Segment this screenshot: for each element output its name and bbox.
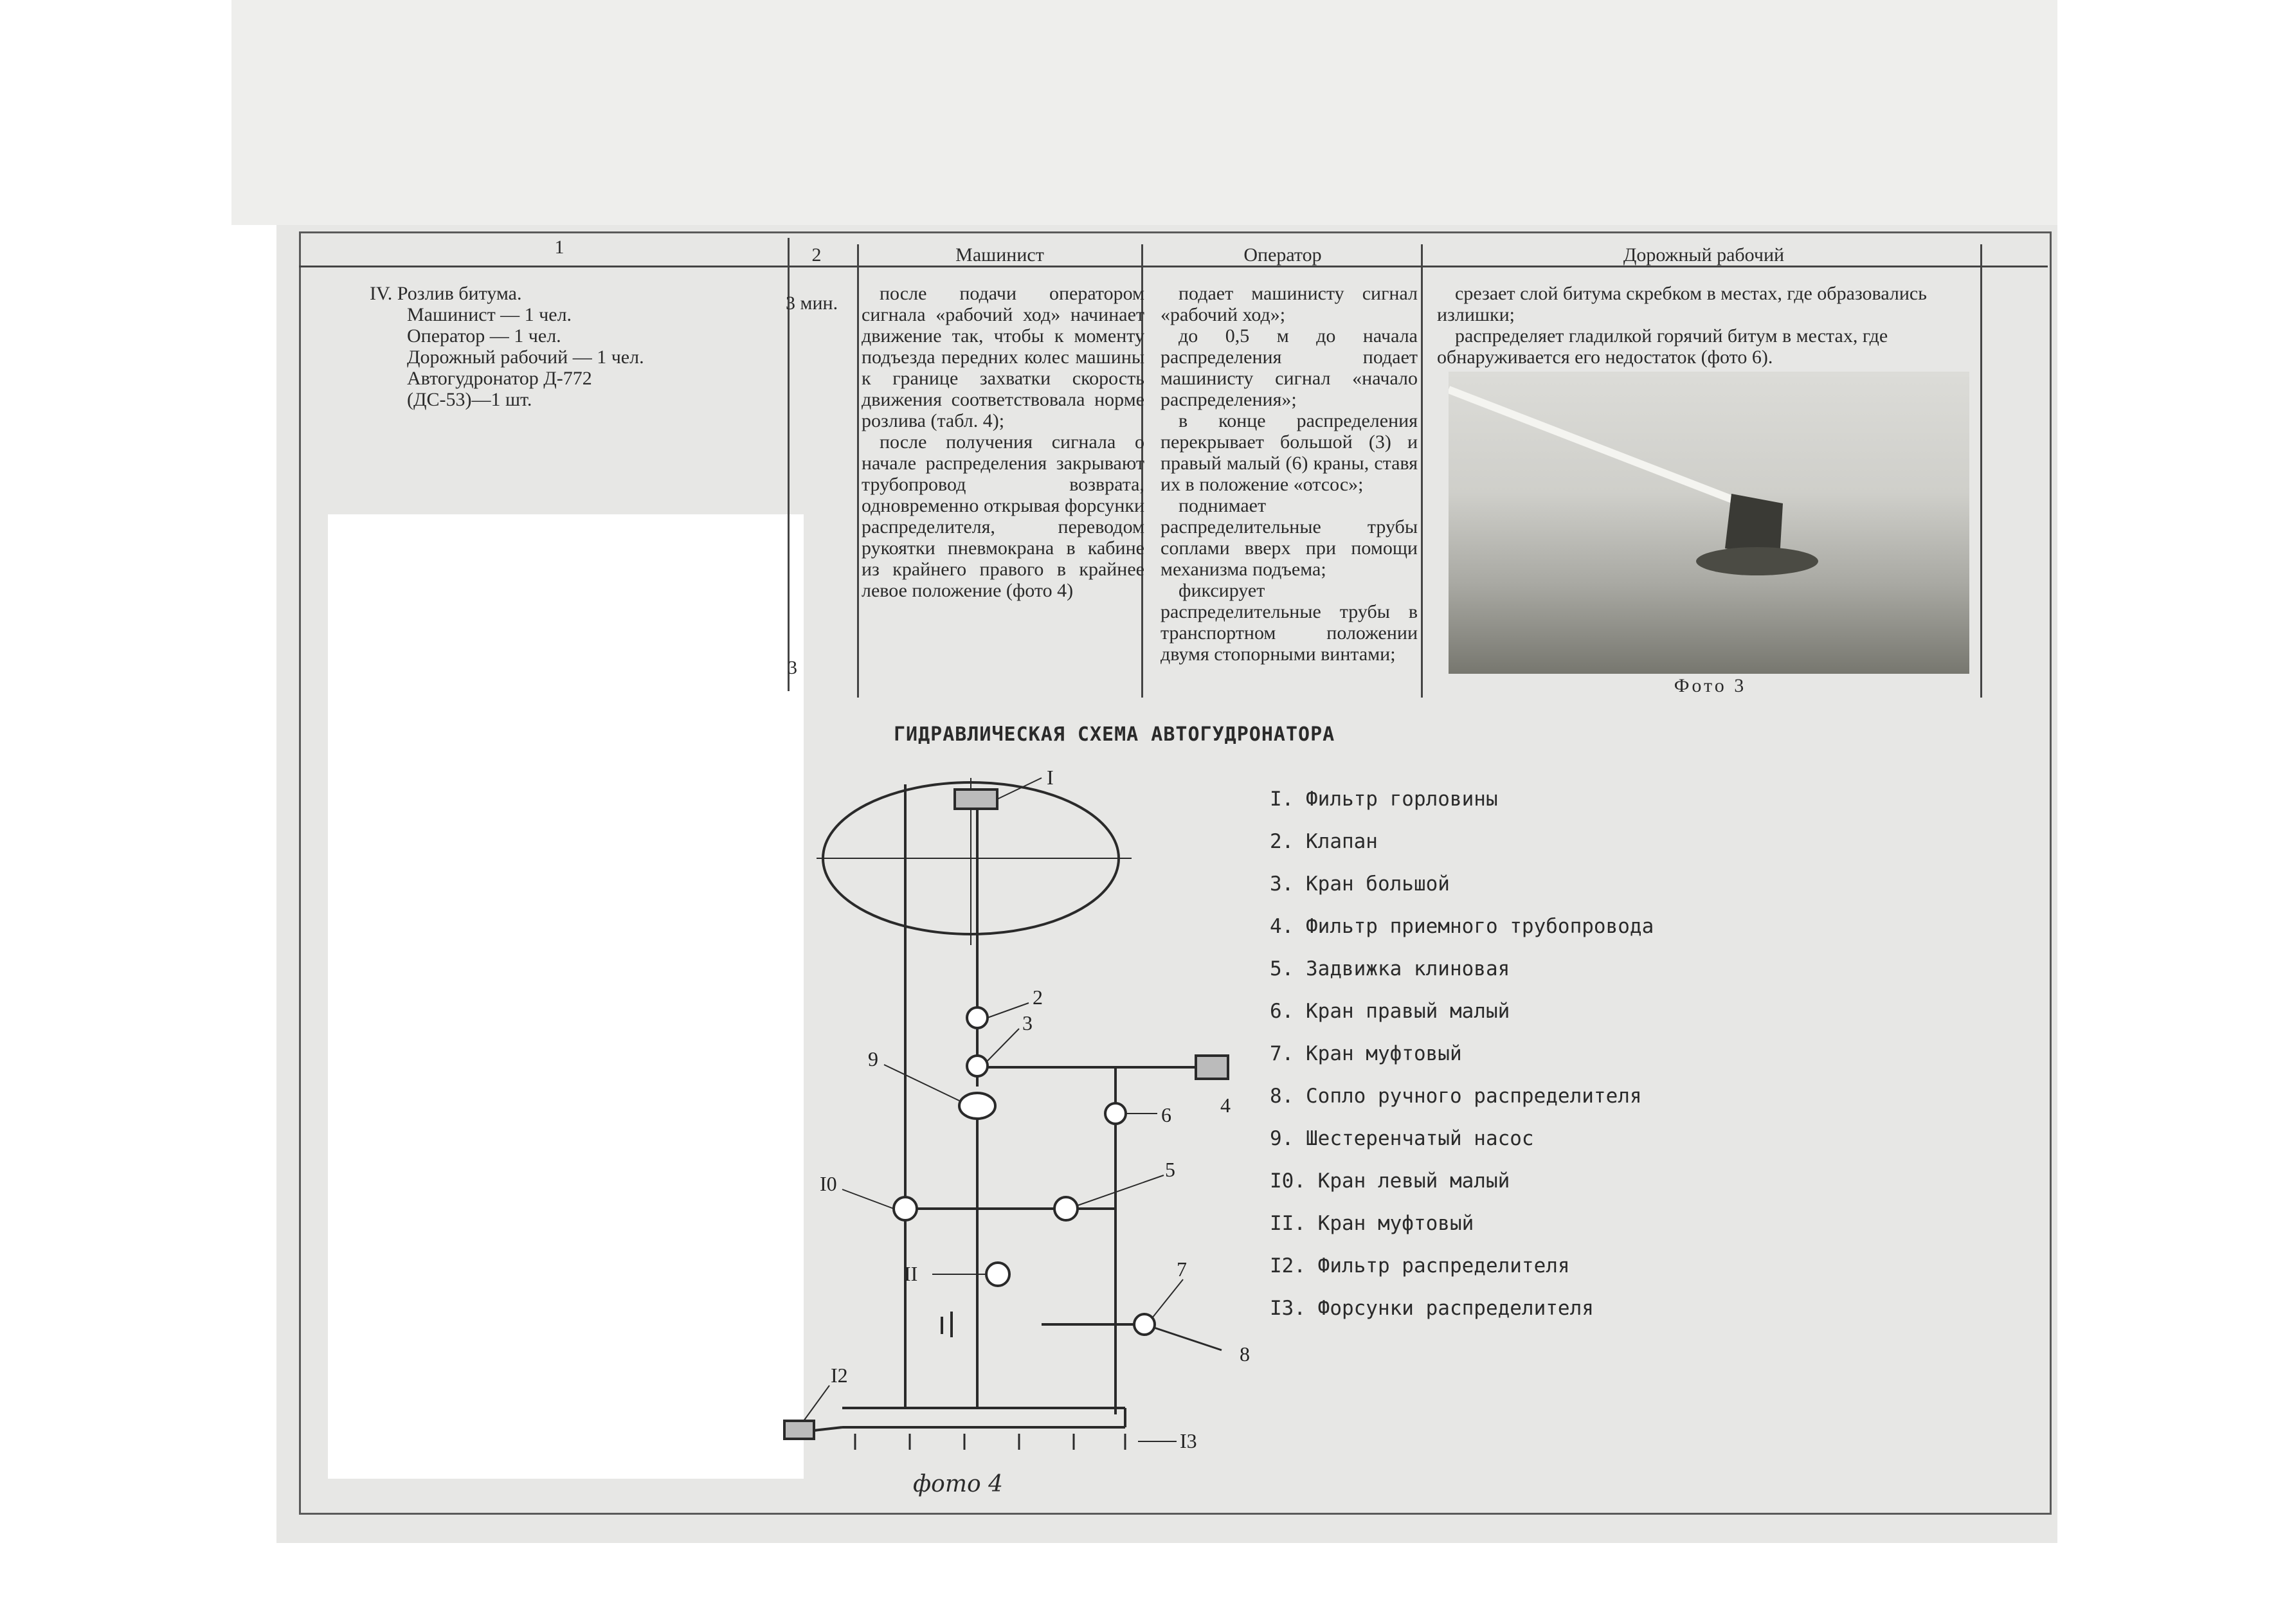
gear-pump-icon bbox=[959, 1093, 995, 1119]
hand-nozzle bbox=[1144, 1324, 1222, 1350]
legend-item: I2. Фильтр распределителя bbox=[1270, 1254, 1570, 1277]
filter-connector bbox=[814, 1427, 842, 1430]
stage-line: (ДС-53)—1 шт. bbox=[407, 389, 532, 410]
valve-icon bbox=[967, 1007, 988, 1028]
leader-line bbox=[997, 778, 1042, 799]
photo-road-worker-scraper bbox=[1449, 372, 1969, 674]
gate-valve-icon bbox=[1054, 1197, 1078, 1220]
legend-item: 9. Шестеренчатый насос bbox=[1270, 1127, 1534, 1150]
nozzle-row bbox=[855, 1434, 1177, 1450]
legend-item: 3. Кран большой bbox=[1270, 872, 1450, 896]
legend-item: 7. Кран муфтовый bbox=[1270, 1042, 1462, 1065]
scan-top-band bbox=[231, 0, 2057, 225]
operator-paragraph: до 0,5 м до начала распределения подает машинисту сигнал «начало распределения»; bbox=[1161, 325, 1418, 410]
worker-duties bbox=[1437, 283, 1983, 368]
diagram-label-9: 9 bbox=[868, 1047, 878, 1070]
distributor-filter-icon bbox=[784, 1421, 814, 1439]
column-header-operator: Оператор bbox=[1243, 244, 1322, 266]
column-header-2: 2 bbox=[811, 244, 822, 266]
legend-item: I0. Кран левый малый bbox=[1270, 1169, 1510, 1193]
leader-line bbox=[988, 1029, 1019, 1061]
legend-item: 2. Клапан bbox=[1270, 830, 1378, 853]
intake-filter-icon bbox=[1196, 1056, 1228, 1079]
table-divider bbox=[1421, 244, 1423, 698]
diagram-label-13: I3 bbox=[1180, 1429, 1197, 1452]
photo-caption: Фото 3 bbox=[1674, 675, 1747, 696]
scraper-handle bbox=[1449, 390, 1751, 507]
time-value: 3 мин. bbox=[786, 293, 838, 314]
worker-paragraph: срезает слой битума скребком в местах, где образовались излишки; bbox=[1437, 283, 1927, 325]
scraper-shadow bbox=[1696, 547, 1818, 575]
operator-paragraph: фиксирует распределительные трубы в транспортном положении двумя стопорными винтами; bbox=[1161, 580, 1418, 665]
operator-paragraph: в конце распределения перекрывает большой (3) и правый малый (6) краны, ставя их в положение «отсос»; bbox=[1161, 410, 1418, 495]
stage-line: Дорожный рабочий — 1 чел. bbox=[407, 347, 644, 368]
diagram-label-6: 6 bbox=[1161, 1103, 1171, 1126]
worker-paragraph: распределяет гладилкой горячий битум в местах, где обнаруживается его недостаток (фото 6). bbox=[1437, 325, 1888, 368]
legend-item: 5. Задвижка клиновая bbox=[1270, 957, 1510, 980]
leader-line bbox=[842, 1189, 894, 1209]
legend-item: 6. Кран правый малый bbox=[1270, 1000, 1510, 1023]
diagram-label-10: I0 bbox=[820, 1172, 837, 1195]
diagram-label-4: 4 bbox=[1220, 1094, 1231, 1117]
leader-line bbox=[1078, 1175, 1164, 1205]
leader-line bbox=[804, 1385, 829, 1421]
machinist-paragraph: после подачи оператором сигнала «рабочий ход» начинает движение так, чтобы к моменту подъезда передних колес машины к границе захватки скорость движения соответствовала норме розлива (табл. 4); bbox=[862, 283, 1144, 431]
leader-line bbox=[884, 1065, 959, 1101]
diagram-label-5: 5 bbox=[1165, 1158, 1175, 1181]
leader-line bbox=[1152, 1279, 1183, 1318]
legend-item: I. Фильтр горловины bbox=[1270, 788, 1498, 811]
machinist-duties bbox=[862, 283, 1144, 601]
table-divider bbox=[857, 244, 859, 698]
column-header-worker: Дорожный рабочий bbox=[1623, 244, 1785, 266]
scheme-title: ГИДРАВЛИЧЕСКАЯ СХЕМА АВТОГУДРОНАТОРА bbox=[894, 723, 1335, 746]
stage-line: IV. Розлив битума. bbox=[370, 283, 522, 304]
diagram-label-3: 3 bbox=[1022, 1011, 1033, 1034]
hand-tap-icon bbox=[1134, 1314, 1155, 1335]
operator-paragraph: подает машинисту сигнал «рабочий ход»; bbox=[1161, 283, 1418, 325]
diagram-label-7: 7 bbox=[1177, 1258, 1187, 1281]
time-value-bottom: 3 bbox=[788, 657, 797, 678]
column-header-machinist: Машинист bbox=[955, 244, 1044, 266]
photo-scraper-illustration bbox=[1449, 372, 1969, 674]
legend-item: II. Кран муфтовый bbox=[1270, 1212, 1474, 1235]
neck-filter-icon bbox=[955, 789, 997, 809]
legend-item: 4. Фильтр приемного трубопровода bbox=[1270, 915, 1654, 938]
big-tap-icon bbox=[967, 1056, 988, 1076]
column-header-1: 1 bbox=[554, 237, 564, 258]
handwritten-note: фото 4 bbox=[913, 1471, 1004, 1497]
operator-paragraph: поднимает распределительные трубы соплами вверх при помощи механизма подъема; bbox=[1161, 495, 1418, 580]
diagram-label-1: I bbox=[1047, 766, 1054, 789]
stage-line: Автогудронатор Д-772 bbox=[407, 368, 592, 389]
diagram-label-12: I2 bbox=[831, 1364, 848, 1387]
hydraulic-scheme-diagram bbox=[759, 759, 1273, 1492]
left-tap-icon bbox=[894, 1197, 917, 1220]
operator-duties bbox=[1161, 283, 1418, 665]
right-tap-icon bbox=[1105, 1103, 1126, 1124]
stage-description bbox=[370, 283, 730, 410]
legend-item: 8. Сопло ручного распределителя bbox=[1270, 1085, 1642, 1108]
stage-line: Машинист — 1 чел. bbox=[407, 304, 572, 325]
machinist-paragraph: после получения сигнала о начале распределения закрывают трубопровод возврата, одновременно открывая форсунки распределителя, переводом рукоятки пневмокрана в кабине из крайнего правого в крайнее левое положение (фото 4) bbox=[862, 431, 1144, 601]
diagram-label-8: 8 bbox=[1240, 1342, 1250, 1366]
scheme-legend bbox=[1270, 783, 1881, 1335]
coupling-tap-icon bbox=[986, 1263, 1009, 1286]
stage-line: Оператор — 1 чел. bbox=[407, 325, 561, 347]
legend-item: I3. Форсунки распределителя bbox=[1270, 1297, 1594, 1320]
diagram-label-2: 2 bbox=[1033, 986, 1043, 1009]
diagram-label-11: II bbox=[904, 1262, 918, 1285]
